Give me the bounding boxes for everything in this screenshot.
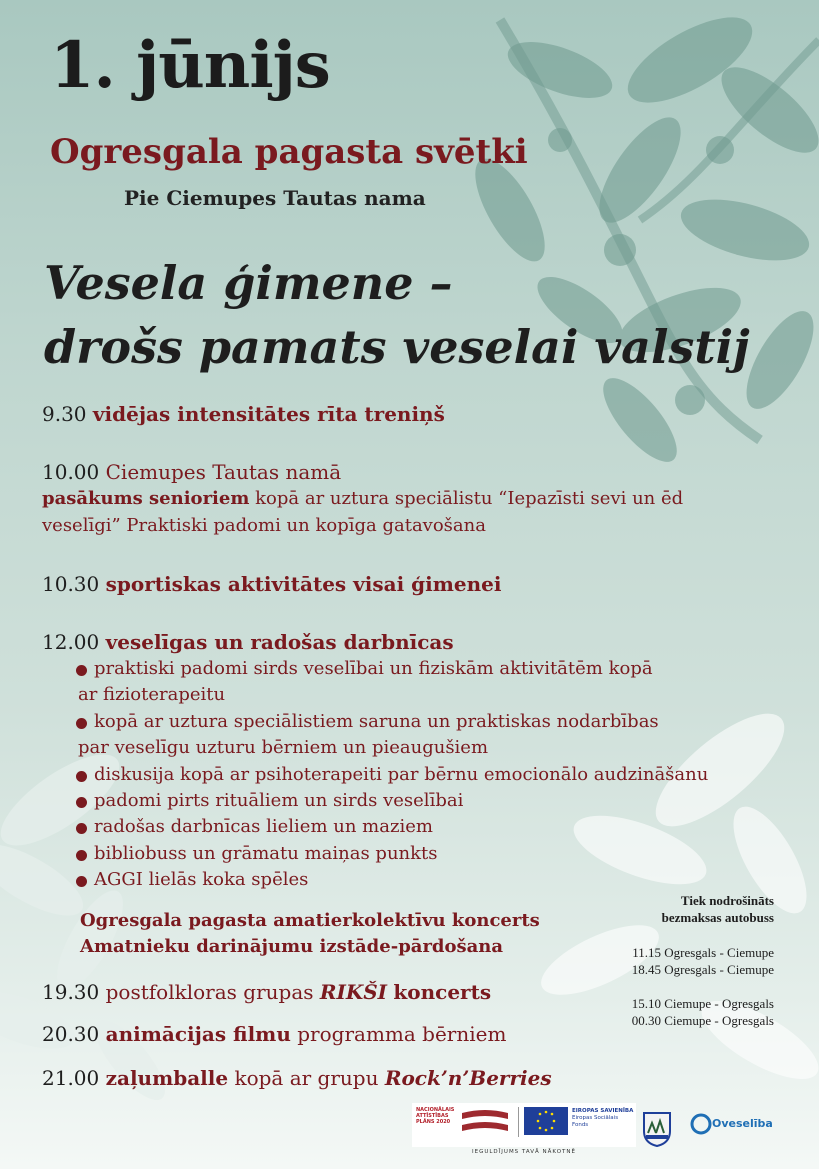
item-text-2: koncerts xyxy=(393,980,492,1004)
bullet-item xyxy=(78,764,708,785)
bullet-item xyxy=(78,816,433,837)
bullet-icon xyxy=(76,797,87,808)
item-text: veselīgas un radošas darbnīcas xyxy=(105,630,454,654)
program-item xyxy=(42,1066,552,1090)
bullet-text-2: ar fizioterapeitu xyxy=(78,684,226,705)
item-text: vidējas intensitātes rīta treniņš xyxy=(92,402,445,426)
bus-route: 18.45 Ogresgals - Ciemupe xyxy=(631,962,774,977)
bullet-text-2: par veselīgu uzturu bērniem un pieaugušiem xyxy=(78,737,489,758)
program-item xyxy=(42,402,445,426)
item-text: sportiskas aktivitātes visai ģimenei xyxy=(105,572,502,596)
item-time: 9.30 xyxy=(42,402,87,426)
bullet-text: padomi pirts rituāliem un sirds veselībai xyxy=(94,790,464,811)
bus-route: 11.15 Ogresgals - Ciemupe xyxy=(632,945,774,960)
item-text: kopā ar grupu xyxy=(234,1066,379,1090)
bullet-item xyxy=(78,790,463,811)
program-item-desc xyxy=(42,488,683,509)
bullet-icon xyxy=(76,823,87,834)
bullet-text: kopā ar uztura speciālistiem saruna un praktiskas nodarbības xyxy=(94,711,659,732)
bullet-text: radošas darbnīcas lieliem un maziem xyxy=(94,816,433,837)
venue-text: Pie Ciemupes Tautas nama xyxy=(124,186,426,210)
bullet-item xyxy=(78,843,438,864)
item-text-2: veselīgi” Praktiski padomi un kopīga gatavošana xyxy=(42,515,486,536)
bullet-icon xyxy=(76,665,87,676)
bullet-text: praktiski padomi sirds veselībai un fiziskām aktivitātēm kopā xyxy=(94,658,653,679)
concert-line: Ogresgala pagasta amatierkolektīvu koncerts xyxy=(80,910,540,931)
item-time: 10.00 xyxy=(42,460,100,484)
nap-flag-icon xyxy=(460,1107,510,1137)
bullet-text: bibliobuss un grāmatu maiņas punkts xyxy=(94,843,438,864)
item-name: Rock’n’Berries xyxy=(384,1066,552,1090)
item-text: programma bērniem xyxy=(297,1022,507,1046)
slogan-line-2: drošs pamats veselai valstij xyxy=(44,320,750,374)
item-name: RIKŠI xyxy=(319,980,388,1004)
bus-title-1: Tiek nodrošināts xyxy=(680,893,774,908)
item-time: 12.00 xyxy=(42,630,100,654)
bullet-item xyxy=(78,658,653,679)
nap-logo-text: NACIONĀLAIS ATTĪSTĪBAS PLĀNS 2020 xyxy=(416,1107,455,1125)
item-time: 20.30 xyxy=(42,1022,100,1046)
program-item xyxy=(42,980,491,1004)
bullet-icon xyxy=(76,771,87,782)
event-date: 1. jūnijs xyxy=(50,28,330,103)
invest-tagline: IEGULDĪJUMS TAVĀ NĀKOTNĒ xyxy=(471,1149,577,1155)
item-bold: zaļumballe xyxy=(105,1066,229,1090)
eu-logo-text: EIROPAS SAVIENĪBA Eiropas Sociālais Fonds xyxy=(572,1108,634,1128)
bullet-icon xyxy=(76,876,87,887)
bus-title-2: bezmaksas autobuss xyxy=(661,910,774,925)
program-item xyxy=(42,1022,506,1046)
bus-route: 15.10 Ciemupe - Ogresgals xyxy=(631,996,774,1011)
item-bold: animācijas filmu xyxy=(105,1022,291,1046)
program-item xyxy=(42,460,341,484)
health-ministry-icon xyxy=(690,1113,712,1135)
program-item xyxy=(42,630,454,654)
item-time: 19.30 xyxy=(42,980,100,1004)
item-time: 10.30 xyxy=(42,572,100,596)
bullet-item xyxy=(78,869,308,890)
item-text: kopā ar uztura speciālistu “Iepazīsti sevi un ēd xyxy=(255,488,684,509)
bus-route: 00.30 Ciemupe - Ogresgals xyxy=(631,1013,774,1028)
coat-of-arms-icon xyxy=(642,1111,672,1147)
slogan-line-1: Vesela ģimene – xyxy=(44,256,453,310)
festival-title: Ogresgala pagasta svētki xyxy=(50,132,528,172)
program-item xyxy=(42,572,501,596)
bullet-text: diskusija kopā ar psihoterapeiti par bērnu emocionālo audzināšanu xyxy=(94,764,709,785)
bullet-item xyxy=(78,711,659,732)
bullet-icon xyxy=(76,718,87,729)
item-text: postfolkloras grupas xyxy=(105,980,314,1004)
item-time: 21.00 xyxy=(42,1066,100,1090)
eu-flag-icon xyxy=(524,1107,568,1135)
item-place: Ciemupes Tautas namā xyxy=(105,460,342,484)
health-logo-text: Oveselība xyxy=(712,1117,773,1130)
bullet-icon xyxy=(76,850,87,861)
sponsor-logos xyxy=(412,1103,782,1159)
exhibition-line: Amatnieku darinājumu izstāde-pārdošana xyxy=(80,936,504,957)
item-bold: pasākums senioriem xyxy=(42,488,250,509)
bullet-text: AGGI lielās koka spēles xyxy=(94,869,309,890)
